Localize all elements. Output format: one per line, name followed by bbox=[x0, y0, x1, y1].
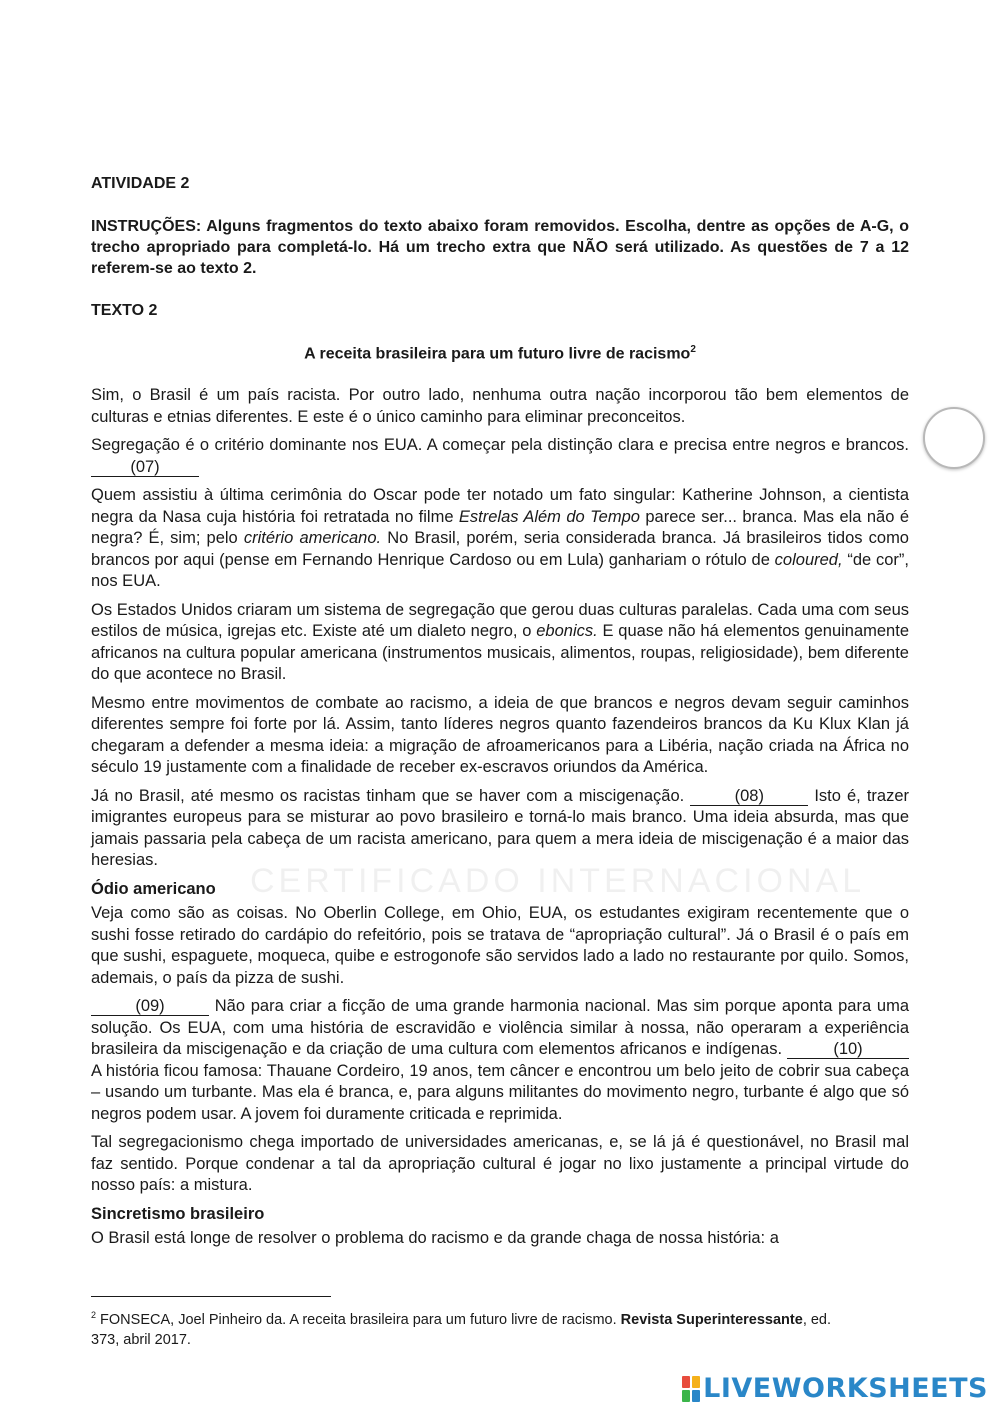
paragraph-6-text-a: Já no Brasil, até mesmo os racistas tinham que se haver com a miscigenação. bbox=[91, 786, 685, 805]
article-body bbox=[91, 385, 909, 1257]
blank-10[interactable]: (10) bbox=[787, 1041, 909, 1059]
paragraph-1: Sim, o Brasil é um país racista. Por outro lado, nenhuma outra nação incorporou tão bem elementos de culturas e etnias diferentes. E este é o único caminho para eliminar preconceitos. bbox=[91, 386, 909, 426]
blank-07[interactable]: (07) bbox=[91, 459, 199, 477]
paragraph-3-text-c: No Brasil, porém, seria considerada branca. Já brasileiros tidos como brancos por aqui (pense em Fernando Henrique Cardoso ou em Lula) ganhariam o rótulo de bbox=[91, 529, 909, 569]
ebonics-italic: ebonics. bbox=[536, 622, 598, 640]
section-heading-sincretismo: Sincretismo brasileiro bbox=[91, 1204, 265, 1223]
paragraph-2 bbox=[91, 435, 909, 478]
film-title: Estrelas Além do Tempo bbox=[458, 507, 640, 526]
paragraph-8 bbox=[91, 996, 909, 1125]
paragraph-6-text-b: Isto é, trazer imigrantes europeus para se misturar ao povo brasileiro e torná-lo mais branco. Uma ideia absurda, mas que jamais passaria pela cabeça de um racista americano, para quem a mera ideia de miscigenação é a maior das heresias. bbox=[91, 786, 909, 869]
footnote-text: FONSECA, Joel Pinheiro da. A receita brasileira para um futuro livre de racismo. bbox=[96, 1311, 621, 1328]
liveworksheets-logo-text: LIVEWORKSHEETS bbox=[703, 1373, 988, 1404]
coloured-italic: coloured, bbox=[774, 550, 843, 569]
instructions: INSTRUÇÕES: Alguns fragmentos do texto abaixo foram removidos. Escolha, dentre as opções de A-G, o trecho apropriado para completá-lo. Há um trecho extra que NÃO será utilizado. As questões de 7 a 12 referem-se ao texto 2. bbox=[91, 218, 909, 277]
paragraph-4-text-a: Os Estados Unidos criaram um sistema de segregação que gerou duas culturas paralelas. Cada uma com seus estilos de música, igrejas etc. Existe até um dialeto negro, o bbox=[91, 600, 909, 640]
article-title bbox=[0, 344, 1000, 363]
logo-square-1 bbox=[682, 1376, 690, 1388]
liveworksheets-logo[interactable] bbox=[682, 1373, 988, 1404]
footnote-edition: , ed. 373, abril 2017. bbox=[91, 1311, 832, 1348]
footnote-divider bbox=[91, 1296, 331, 1297]
logo-square-2 bbox=[692, 1376, 700, 1388]
text-label: TEXTO 2 bbox=[91, 302, 158, 319]
footnote-number: 2 bbox=[91, 1310, 97, 1320]
footnote bbox=[91, 1305, 851, 1350]
paragraph-3-text-b: parece ser... branca. Mas ela não é negra? É, sim; pelo bbox=[91, 507, 909, 547]
paragraph-2-text: Segregação é o critério dominante nos EUA. A começar pela distinção clara e precisa entre negros e brancos. bbox=[91, 436, 909, 454]
paragraph-8-text-b: A história ficou famosa: Thauane Cordeiro, 19 anos, tem câncer e encontrou um belo jeito de cobrir sua cabeça – usando um turbante. Mas ela é branca, e, para alguns militantes do movimento negro, turbante é algo que só negros podem usar. A jovem foi duramente criticada e reprimida. bbox=[91, 1061, 909, 1123]
logo-square-4 bbox=[692, 1390, 700, 1402]
paragraph-3 bbox=[91, 485, 909, 593]
paragraph-9: Tal segregacionismo chega importado de universidades americanas, e, se lá já é questionável, no Brasil mal faz sentido. Porque condenar a tal da apropriação cultural é jogar no lixo justamente a principal virtude do nosso país: a mistura. bbox=[91, 1133, 909, 1194]
liveworksheets-logo-icon bbox=[682, 1376, 700, 1402]
footnote-magazine: Revista Superinteressante bbox=[620, 1311, 803, 1328]
section-heading-odio: Ódio americano bbox=[91, 879, 216, 898]
criterion-italic: critério americano. bbox=[243, 529, 382, 547]
paragraph-3-text-a: Quem assistiu à última cerimônia do Oscar pode ter notado um fato singular: Katherine Johnson, a cientista negra da Nasa cuja história foi retratada no filme bbox=[91, 486, 909, 526]
paragraph-4 bbox=[91, 600, 909, 686]
paragraph-8-text-a: Não para criar a ficção de uma grande harmonia nacional. Mas sim porque aponta para uma solução. Os EUA, com uma história de escravidão e violência similar à nossa, não operaram a experiência brasileira da miscigenação e da criação de uma cultura com elementos africanos e indígenas. bbox=[91, 997, 909, 1058]
paragraph-4-text-b: E quase não há elementos genuinamente africanos na cultura popular americana (instrumentos musicais, alimentos, roupas, religiosidade), bem diferente do que acontece no Brasil. bbox=[91, 622, 909, 683]
article-title-text: A receita brasileira para um futuro livre de racismo bbox=[304, 345, 691, 363]
paragraph-7: Veja como são as coisas. No Oberlin College, em Ohio, EUA, os estudantes exigiram recentemente que o sushi fosse retirado do cardápio do refeitório, pois se tratava de “apropriação cultural”. Já o Brasil é o país em que sushi, espaguete, moqueca, quibe e estrogonofe são servidos lado a lado no restaurante por quilo. Somos, ademais, o país da pizza de sushi. bbox=[91, 904, 909, 987]
paragraph-10: O Brasil está longe de resolver o problema do racismo e da grande chaga de nossa história: a bbox=[91, 1229, 779, 1247]
paragraph-6 bbox=[91, 786, 909, 872]
blank-08[interactable]: (08) bbox=[690, 788, 808, 806]
paragraph-5: Mesmo entre movimentos de combate ao racismo, a ideia de que brancos e negros devam seguir caminhos diferentes sempre foi forte por lá. Assim, tanto líderes negros quanto fazendeiros brancos da Ku Klux Klan já chegaram a defender a mesma ideia: a migração de afroamericanos para a Libéria, nação criada na África no século 19 justamente com a finalidade de receber ex-escravos oriundos da América. bbox=[91, 693, 909, 776]
logo-square-3 bbox=[682, 1390, 690, 1402]
paragraph-3-text-d: “de cor”, nos EUA. bbox=[91, 550, 909, 590]
record-circle-button[interactable] bbox=[923, 407, 985, 469]
watermark: CERTIFICADO INTERNACIONAL bbox=[250, 862, 866, 900]
activity-heading: ATIVIDADE 2 bbox=[91, 175, 190, 192]
blank-09[interactable]: (09) bbox=[91, 998, 209, 1016]
title-footnote-marker: 2 bbox=[690, 344, 696, 355]
